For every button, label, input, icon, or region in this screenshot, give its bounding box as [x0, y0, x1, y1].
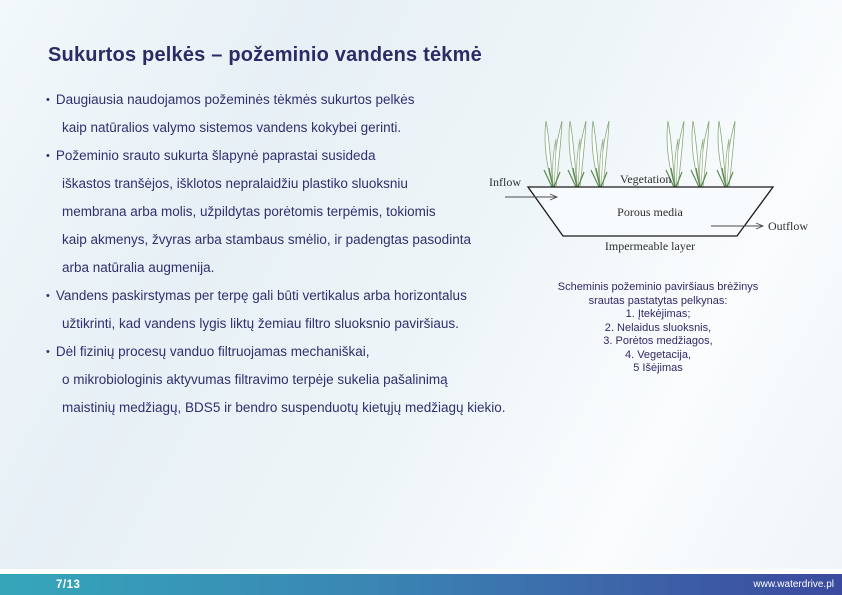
vegetation-label: Vegetation: [620, 172, 672, 186]
wetland-diagram-svg: [486, 106, 816, 258]
bullet-text: užtikrinti, kad vandens lygis liktų žemiau filtro sluoksnio paviršiaus.: [62, 316, 459, 331]
caption-line: 2. Nelaidus sluoksnis,: [604, 321, 712, 334]
bullet-line: [46, 198, 516, 226]
bullet-marker: •: [46, 150, 50, 162]
caption-line: 3. Porėtos medžiagos,: [603, 335, 713, 347]
bullet-list: [46, 86, 516, 422]
inflow-label: Inflow: [489, 175, 521, 189]
diagram-caption: [518, 281, 798, 376]
impermeable-layer-label: Impermeable layer: [604, 239, 696, 253]
bullet-marker: •: [46, 94, 50, 106]
bullet-line: [46, 310, 516, 338]
bullet-line: [46, 366, 516, 394]
bullet-text: Dėl fizinių procesų vanduo filtruojamas mechaniškai,: [55, 344, 370, 359]
bullet-text: membrana arba molis, užpildytas porėtomis terpėmis, tokiomis: [62, 204, 436, 219]
caption-line: srautas pastatytas pelkynas:: [588, 294, 728, 307]
bullet-text: kaip akmenys, žvyras arba stambaus smėlio, ir padengtas pasodinta: [62, 232, 471, 247]
bullet-marker: •: [46, 346, 50, 358]
caption-line: 1. Įtekėjimas;: [625, 308, 691, 320]
bullet-text: Daugiausia naudojamos požeminės tėkmės sukurtos pelkės: [55, 92, 415, 107]
bullet-line: [46, 226, 516, 254]
bullet-line: [46, 338, 516, 366]
bullet-text: iškastos tranšėjos, išklotos nepralaidžiu plastiko sluoksniu: [62, 176, 408, 191]
porous-media-label: Porous media: [617, 205, 683, 219]
bullet-line: [46, 86, 516, 114]
outflow-label: Outflow: [768, 219, 808, 233]
caption-line: Scheminis požeminio paviršiaus brėžinys: [557, 281, 759, 293]
bullet-text: Vandens paskirstymas per terpę gali būti vertikalus arba horizontalus: [55, 288, 467, 303]
caption-line: 5 Išėjimas: [633, 362, 683, 374]
caption-line: 4. Vegetacija,: [624, 348, 692, 361]
page-number: 7/13: [56, 578, 81, 591]
bullet-marker: •: [46, 290, 50, 302]
bullet-text: kaip natūralios valymo sistemos vandens kokybei gerinti.: [62, 120, 402, 135]
website-link[interactable]: www.waterdrive.pl: [753, 579, 834, 590]
bullet-text: o mikrobiologinis aktyvumas filtravimo terpėje sukelia pašalinimą: [62, 372, 448, 387]
bullet-text: arba natūralia augmenija.: [62, 260, 215, 275]
bullet-text: Požeminio srauto sukurta šlapynė paprastai susideda: [55, 148, 376, 163]
bullet-line: [46, 170, 516, 198]
wetland-diagram: [486, 106, 816, 258]
page-title: Sukurtos pelkės – požeminio vandens tėkmė: [48, 44, 482, 66]
bullet-line: [46, 394, 516, 422]
bullet-text: maistinių medžiagų, BDS5 ir bendro suspenduotų kietųjų medžiagų kiekio.: [62, 400, 506, 415]
bullet-line: [46, 142, 516, 170]
bullet-line: [46, 114, 516, 142]
footer-bar: [0, 574, 842, 595]
bullet-line: [46, 254, 516, 282]
bullet-line: [46, 282, 516, 310]
